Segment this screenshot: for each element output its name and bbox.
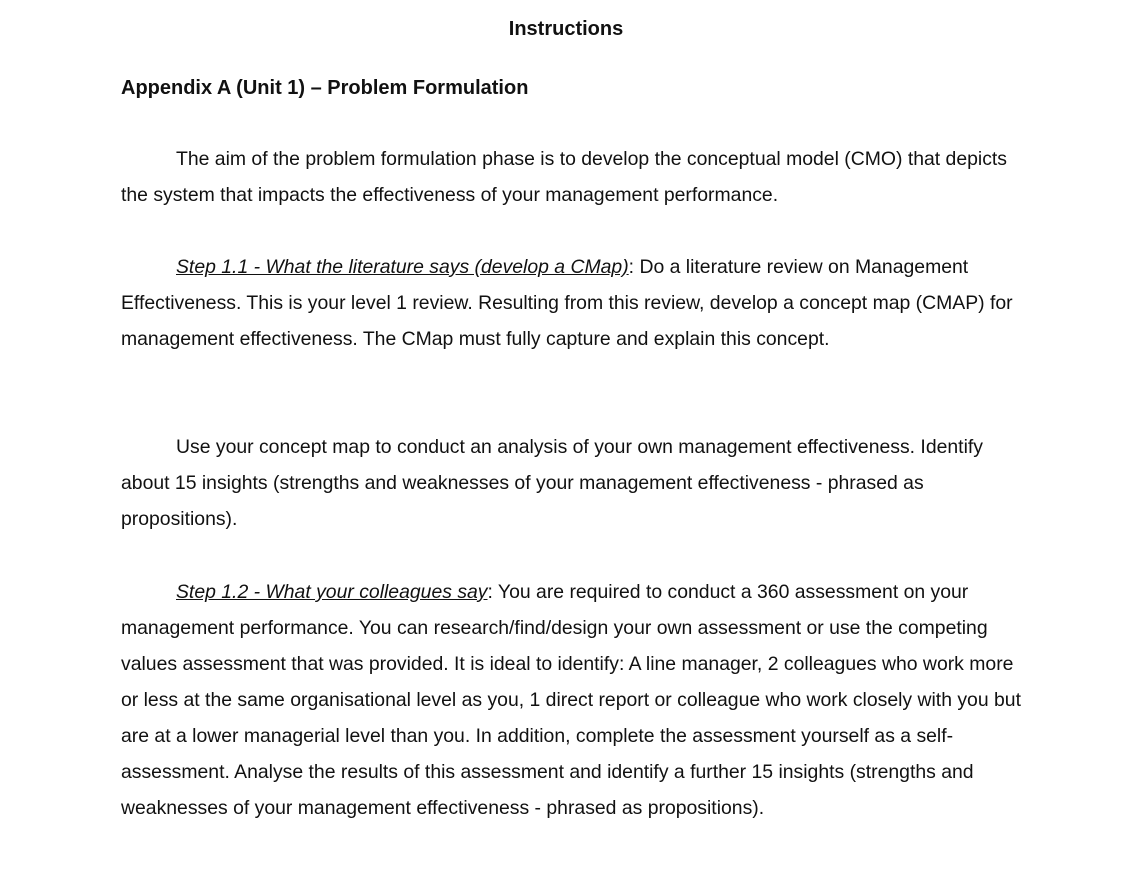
appendix-heading: Appendix A (Unit 1) – Problem Formulation	[121, 77, 529, 99]
step-1-2-label: Step 1.2 - What your colleagues say	[176, 581, 488, 603]
step-1-1-paragraph	[121, 249, 1021, 357]
step-1-1-text: : Do a literature review on Management Effectiveness. This is your level 1 review. Resulting from this review, develop a concept map (CMAP) for management effectiveness. The CMap must fully capture and explain this concept.	[121, 256, 1013, 350]
aim-paragraph: The aim of the problem formulation phase is to develop the conceptual model (CMO) that depicts the system that impacts the effectiveness of your management performance.	[121, 148, 1007, 206]
step-1-2-text: : You are required to conduct a 360 assessment on your management performance. You can research/find/design your own assessment or use the competing values assessment that was provided. It is ideal to identify: A line manager, 2 colleagues who work more or less at the same organisational level as you, 1 direct report or colleague who work closely with you but are at a lower managerial level than you. In addition, complete the assessment yourself as a self-assessment. Analyse the results of this assessment and identify a further 15 insights (strengths and weaknesses of your management effectiveness - phrased as propositions).	[121, 581, 1021, 819]
step-1-2-paragraph	[121, 574, 1021, 826]
step-1-1-label: Step 1.1 - What the literature says (develop a CMap)	[176, 256, 629, 278]
page-title: Instructions	[508, 18, 624, 40]
concept-map-analysis-paragraph: Use your concept map to conduct an analysis of your own management effectiveness. Identify about 15 insights (strengths and weaknesses of your management effectiveness - phrased as propositions).	[121, 436, 983, 530]
